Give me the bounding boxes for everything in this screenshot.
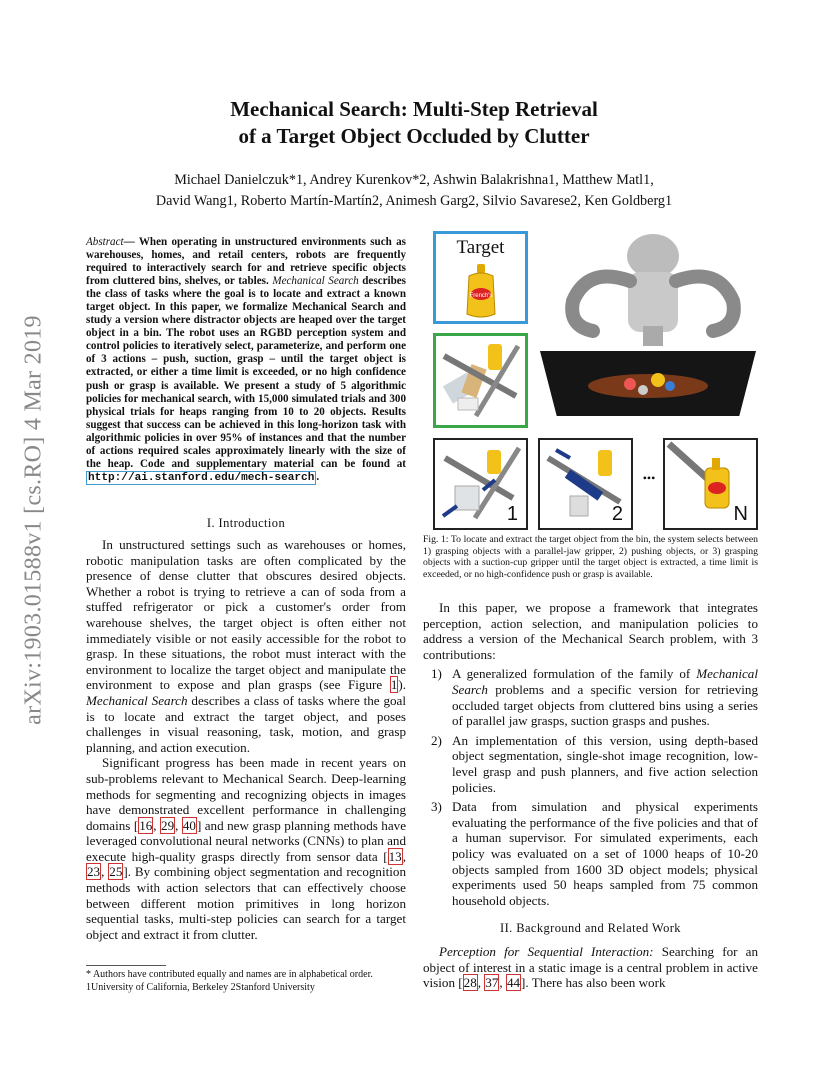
cite-link[interactable]: 29: [161, 817, 175, 833]
contributions-list: [423, 666, 758, 908]
abstract-text-1: When operating in unstructured environments such as warehouses, homes, and retail centers, robots are frequently required to interactively search for and retrieve specific objects from cluttered bins, shelves, or tables.: [86, 236, 406, 288]
contribution-text: An implementation of this version, using depth-based object segmentation, single-shot image recognition, low-level grasp and push planners, and five action selection policies.: [452, 732, 758, 795]
title-line-1: Mechanical Search: Multi-Step Retrieval: [230, 97, 598, 121]
paragraph-title: Perception for Sequential Interaction:: [439, 944, 654, 959]
list-number: 3): [431, 799, 442, 815]
title-line-2: of a Target Object Occluded by Clutter: [238, 124, 590, 148]
abstract-text-2: describes the class of tasks where the goal is to locate and extract a known target object. In this paper, we formalize Mechanical Search and study a version where distractor objects are heaped over the target object in a bin. The robot uses an RGBD perception system and control policies to iteratively select, parameterize, and perform one of 3 actions – push, suction, grasp – until the target object is extracted, or either a time limit is exceeded, or no high confidence push or grasp is available. We present a study of 5 algorithmic policies for mechanical search, with 15,000 simulated trials and 300 physical trials for heaps ranging from 10 to 20 objects. Results suggest that success can be achieved in this long-horizon task with algorithmic policies in over 95% of instances and that the number of actions required scales approximately linearly with the size of the heap. Code and supplementary material can be found at: [86, 275, 407, 470]
abstract-label: Abstract: [86, 236, 124, 248]
grasp-panel: [433, 333, 528, 428]
authors-line-1: Michael Danielczuk*1, Andrey Kurenkov*2, Ashwin Balakrishna1, Matthew Matl1,: [174, 172, 654, 188]
arxiv-id: arXiv:1903.01588v1 [cs.RO] 4 Mar 2019: [20, 315, 47, 725]
mustard-bottle-icon: [436, 262, 525, 322]
robot-and-bin-icon: [538, 226, 758, 416]
figure-1: [423, 226, 758, 531]
step-tile-2: [538, 438, 633, 530]
related-work-body: [423, 944, 758, 991]
footnotes: [86, 965, 406, 994]
intro-p1-text-b: ).: [398, 677, 406, 693]
clutter-grasp-icon: [436, 336, 525, 425]
related-text: Searching for an object of interest in a static image is a central problem in active vision [: [423, 944, 758, 991]
related-work-paragraph: Perception for Sequential Interaction: Searching for an object of interest in a static image is a central problem in active vision [28, 37, 44]. There has also been work: [423, 944, 758, 991]
abstract-end: .: [316, 470, 320, 483]
arxiv-stamp: [14, 290, 54, 750]
abstract: [86, 236, 406, 485]
related-work-heading: II. Background and Related Work: [500, 921, 681, 935]
intro-body: [86, 537, 406, 942]
author-list: [60, 170, 768, 212]
related-text-b: ]. There has also been work: [521, 975, 666, 991]
step-tile-n: [663, 438, 758, 530]
contributions-intro: In this paper, we propose a framework that integrates perception, action selection, and manipulation policies to address a version of the Mechanical Search problem, with 3 contributions:: [423, 600, 758, 662]
tile-label-2: 2: [611, 503, 623, 525]
cite-link[interactable]: 40: [182, 817, 196, 833]
step-tile-1: [433, 438, 528, 530]
contribution-item: [423, 799, 758, 908]
figure-ref-link[interactable]: 1: [390, 677, 398, 693]
cite-link[interactable]: 23: [87, 864, 101, 880]
tile-label-n: N: [733, 503, 748, 525]
intro-p2-text: Significant progress has been made in recent years on sub-problems relevant to Mechanical Search. Deep-learning methods for segmenting and recognizing objects in images have demonstrated excellent performance in challenging domains [: [86, 755, 406, 833]
cite-link[interactable]: 13: [388, 848, 402, 864]
authors-line-2: David Wang1, Roberto Martín-Martín2, Animesh Garg2, Silvio Savarese2, Ken Goldberg1: [155, 193, 673, 209]
cite-link[interactable]: 25: [109, 864, 123, 880]
contribution-text-b: problems and a specific version for retrieving occluded target objects from cluttered bins using a series of parallel jaw grasps, suction grasps and pushes.: [452, 681, 758, 729]
target-label: Target: [456, 237, 505, 258]
abstract-term: Mechanical Search: [272, 275, 359, 288]
right-column-body: [423, 600, 758, 912]
intro-p1-text-c: describes a class of tasks where the goal is to locate and extract the target object, and poses challenges in visual reasoning, task, motion, and grasp planning, and action execution.: [86, 692, 407, 755]
intro-p2-text-b: ] and new grasp planning methods have leveraged convolutional neural networks (CNNs) to plan and execute high-quality grasps directly from sensor data [: [86, 817, 407, 864]
contribution-item: [423, 733, 758, 795]
contribution-text: Data from simulation and physical experiments evaluating the performance of the five policies and that of a human supervisor. For simulated experiments, each policy was evaluated on a set of 1000 heaps of 10-20 objects sampled from 1600 3D object models; physical experiments used 50 heaps sampled from 75 common household objects.: [452, 799, 758, 908]
intro-heading: I. Introduction: [206, 516, 286, 530]
cite-link[interactable]: 16: [139, 817, 153, 833]
intro-p1-text: In unstructured settings such as warehouses or homes, robotic manipulation tasks are often complicated by the presence of dense clutter that obscures desired objects. Whether a robot is trying to retrieve a can of soda from a stuffed refrigerator or pick a customer's order from warehouse shelves, the target object is often either not immediately visible or not easily accessible for the robot to grasp. In these situations, the robot must interact with the environment to localize the target object and manipulate the environment to expose and plan grasps (see Figure: [86, 537, 406, 693]
tile-label-1: 1: [506, 503, 518, 525]
contribution-text: A generalized formulation of the family of: [452, 666, 697, 682]
cite-link[interactable]: 28: [463, 975, 477, 991]
footnote-affiliations: 1University of California, Berkeley 2Stanford University: [86, 981, 315, 993]
footnote-rule: [86, 965, 166, 966]
cite-link[interactable]: 37: [485, 975, 499, 991]
contribution-item: [423, 666, 758, 728]
paper-title: [0, 96, 828, 150]
svg-text:French's: French's: [469, 293, 493, 299]
abstract-dash: —: [123, 236, 135, 248]
contribution-term: Mechanical Search: [452, 666, 758, 697]
ellipsis: •••: [642, 471, 656, 485]
figure-1-caption: Fig. 1: To locate and extract the target object from the bin, the system selects between 1) grasping objects with a parallel-jaw gripper, 2) pushing objects, or 3) grasping objects with a suction-cup gripper until the target object is extracted, a time limit is exceeded, or no high-confidence push or grasp is available.: [423, 534, 758, 580]
list-number: 1): [431, 666, 442, 682]
cite-link[interactable]: 44: [506, 975, 521, 991]
list-number: 2): [431, 732, 442, 748]
abstract-url-link[interactable]: http://ai.stanford.edu/mech-search: [88, 471, 315, 484]
intro-p1-term: Mechanical Search: [86, 692, 188, 708]
intro-paragraph-2: Significant progress has been made in recent years on sub-problems relevant to Mechanical Search. Deep-learning methods for segmenting and recognizing objects in images have demonstrated excellent performance in challenging domains [16, 29, 40] and new grasp planning methods have leveraged convolutional neural networks (CNNs) to plan and execute high-quality grasps directly from sensor data [13, 23, 25]. By combining object segmentation and recognition methods with action selectors that can effectively choose between different motion primitives in long horizon sequential tasks, multi-step policies can search for a target object and extract it from clutter.: [86, 755, 407, 942]
footnote-equal-contribution: * Authors have contributed equally and names are in alphabetical order.: [86, 969, 373, 980]
intro-paragraph-1: [86, 537, 406, 755]
target-panel: [433, 231, 528, 324]
intro-p2-text-c: ]. By combining object segmentation and recognition methods with action selectors that can effectively choose between different motion primitives in long horizon sequential tasks, multi-step policies can search for a target object and extract it from clutter.: [86, 864, 406, 942]
